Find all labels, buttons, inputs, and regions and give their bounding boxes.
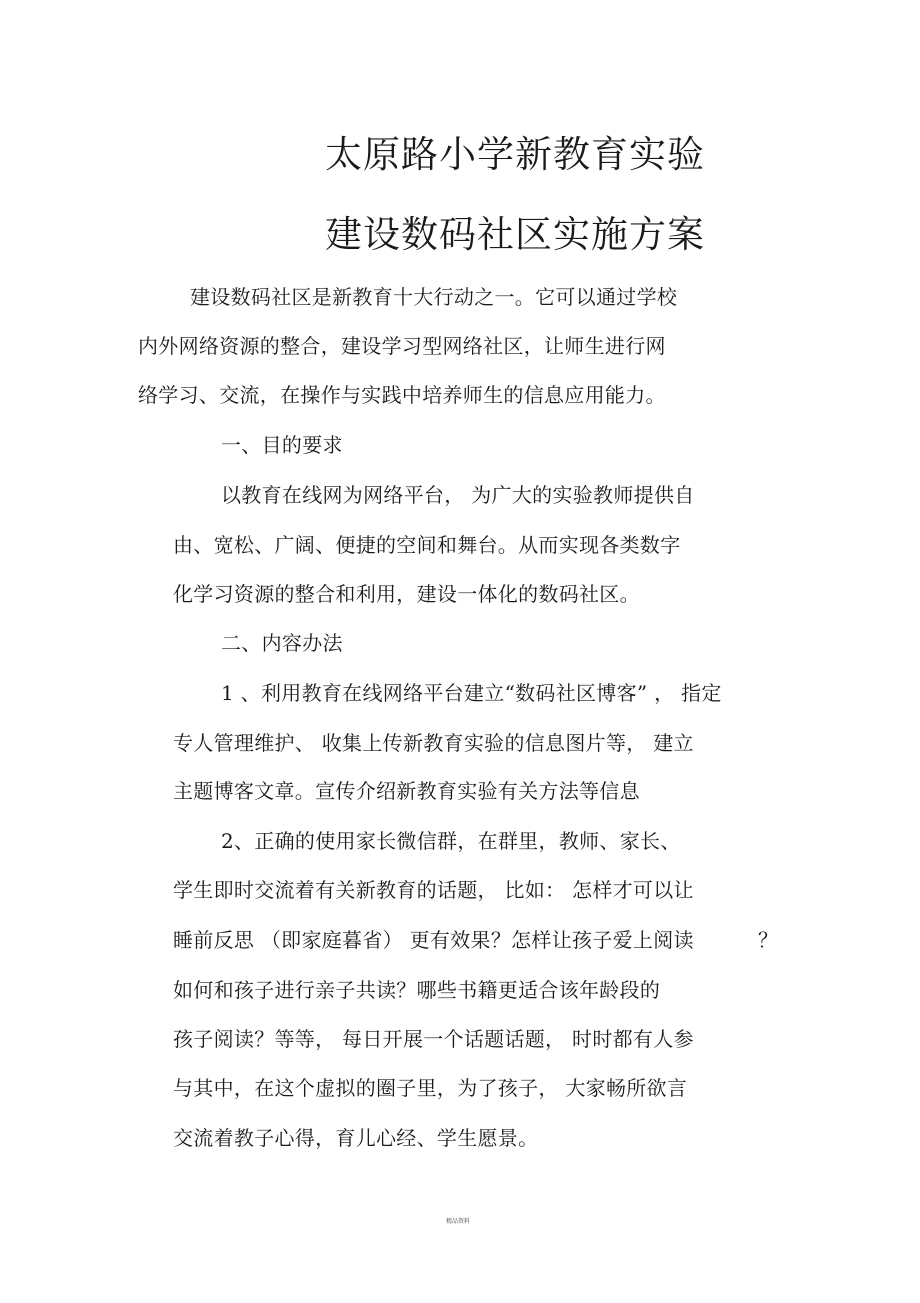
trailing-question-mark: ？	[758, 928, 779, 952]
section-2-heading: 二、内容办法	[221, 631, 343, 655]
section-1-line: 以教育在线网为网络平台， 为广大的实验教师提供自	[221, 483, 695, 507]
section-2-item-1-line: 专人管理维护、 收集上传新教育实验的信息图片等， 建立	[173, 731, 694, 755]
footer-label: 精品资料	[446, 1218, 471, 1225]
section-2-item-2-line: 如何和孩子进行亲子共读？哪些书籍更适合该年龄段的	[173, 978, 661, 1002]
section-2-item-1-line: 主题博客文章。宣传介绍新教育实验有关方法等信息	[173, 779, 640, 803]
title-line-1: 太原路小学新教育实验	[325, 133, 705, 176]
intro-line: 内外网络资源的整合，建设学习型网络社区，让师生进行网	[138, 334, 666, 358]
section-2-item-2-line: 2、正确的使用家长微信群，在群里，教师、家长、	[221, 829, 681, 853]
section-2-item-2-line: 学生即时交流着有关新教育的话题， 比如： 怎样才可以让	[173, 878, 694, 902]
section-1-line: 由、宽松、广阔、便捷的空间和舞台。从而实现各类数字	[173, 533, 681, 557]
section-2-item-2-line: 睡前反思 （即家庭暮省） 更有效果？怎样让孩子爱上阅读	[173, 928, 694, 952]
intro-line: 建设数码社区是新教育十大行动之一。它可以通过学校	[190, 285, 678, 309]
section-1-line: 化学习资源的整合和利用，建设一体化的数码社区。	[173, 582, 640, 606]
section-1-heading: 一、目的要求	[221, 433, 343, 457]
section-2-item-2-line: 与其中，在这个虚拟的圈子里，为了孩子， 大家畅所欲言	[173, 1076, 688, 1100]
section-2-item-2-line: 交流着教子心得，育儿心经、学生愿景。	[173, 1126, 539, 1150]
section-2-item-1-line: 1 、利用教育在线网络平台建立“数码社区博客” ， 指定	[221, 681, 722, 705]
intro-line: 络学习、交流，在操作与实践中培养师生的信息应用能力。	[138, 383, 666, 407]
title-line-2: 建设数码社区实施方案	[325, 213, 705, 256]
section-2-item-2-line: 孩子阅读？等等， 每日开展一个话题话题， 时时都有人参	[173, 1027, 694, 1051]
